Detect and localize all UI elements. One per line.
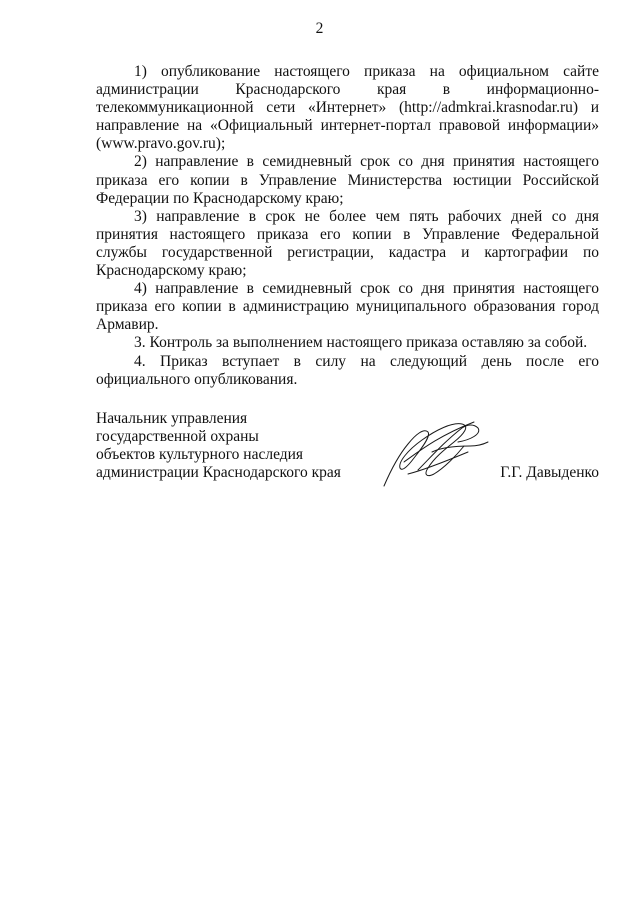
signatory-name: Г.Г. Давыденко <box>500 464 599 481</box>
document-body <box>96 63 599 389</box>
paragraph-control: 3. Контроль за выполнением настоящего приказа оставляю за собой. <box>134 334 588 352</box>
handwritten-signature <box>378 412 490 490</box>
signature-block <box>96 410 599 490</box>
paragraph-armavir: 4) направление в семидневный срок со дня принятия настоящего приказа его копии в администрацию муниципального образования город Армавир. <box>96 280 599 334</box>
signatory-title-line: государственной охраны <box>96 428 259 446</box>
signatory-title-line: объектов культурного наследия <box>96 446 304 464</box>
paragraph-publication: 1) опубликование настоящего приказа на официальном сайте администрации Краснодарского края в информационно-телекоммуникационной сети «Интернет» (http://admkrai.krasnodar.ru) и направление на «Официальный интернет-портал правовой информации» (www.pravo.gov.ru); <box>96 63 599 153</box>
paragraph-ministry-of-justice: 2) направление в семидневный срок со дня принятия настоящего приказа его копии в Управление Министерства юстиции Российской Федерации по Краснодарскому краю; <box>96 153 599 207</box>
page-number: 2 <box>315 20 324 37</box>
signatory-title <box>96 410 366 482</box>
signatory-title-line: Начальник управления <box>96 410 248 427</box>
signatory-title-line: администрации Краснодарского края <box>96 464 341 482</box>
paragraph-rosreestr: 3) направление в срок не более чем пять рабочих дней со дня принятия настоящего приказа его копии в Управление Федеральной службы государственной регистрации, кадастра и картографии по Краснодарскому краю; <box>96 207 599 280</box>
paragraph-effective-date: 4. Приказ вступает в силу на следующий день после его официального опубликования. <box>96 352 599 388</box>
